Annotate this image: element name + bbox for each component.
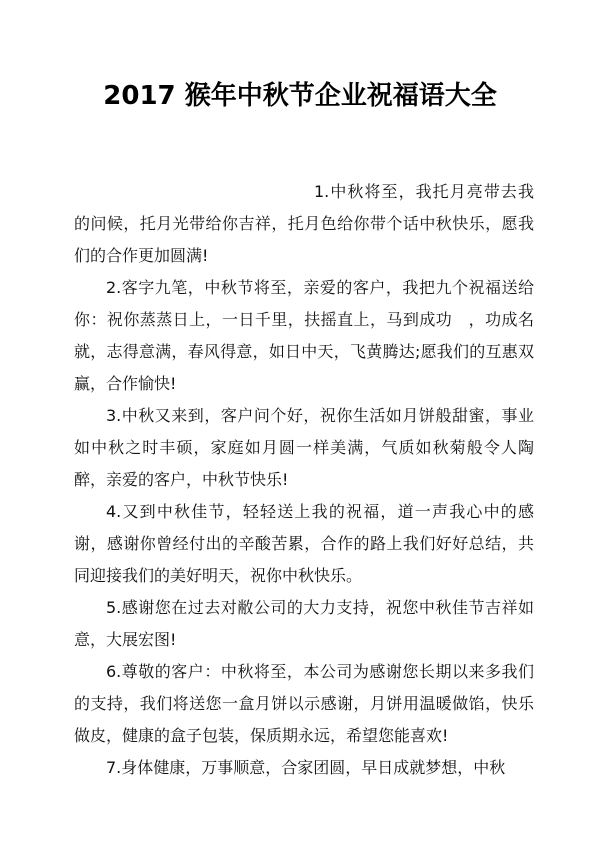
greeting-paragraph-7: 7.身体健康，万事顺意，合家团圆，早日成就梦想，中秋 [106, 758, 506, 777]
greeting-paragraph-3: 3.中秋又来到，客户问个好，祝你生活如月饼般甜蜜，事业如中秋之时丰硕，家庭如月圆一样美满，气质如秋菊般令人陶醉，亲爱的客户，中秋节快乐! [74, 406, 534, 489]
greeting-paragraph-4: 4.又到中秋佳节，轻轻送上我的祝福，道一声我心中的感谢，感谢你曾经付出的辛酸苦累，合作的路上我们好好总结，共同迎接我们的美好明天，祝你中秋快乐。 [74, 502, 534, 585]
greeting-paragraph-2: 2.客字九笔，中秋节将至，亲爱的客户，我把九个祝福送给你：祝你蒸蒸日上，一日千里，扶摇直上，马到成功 ，功成名就，志得意满，春风得意，如日中天，飞黄腾达;愿我们的互惠双赢，合作愉快! [74, 278, 534, 393]
document-body [74, 176, 534, 784]
greeting-paragraph-6: 6.尊敬的客户：中秋将至，本公司为感谢您长期以来多我们的支持，我们将送您一盒月饼以示感谢，月饼用温暖做馅，快乐做皮，健康的盒子包装，保质期永远，希望您能喜欢! [74, 662, 534, 745]
document-title: 2017 猴年中秋节企业祝福语大全 [103, 81, 497, 111]
greeting-paragraph-5: 5.感谢您在过去对敝公司的大力支持，祝您中秋佳节吉祥如意，大展宏图! [74, 598, 534, 649]
greeting-paragraph-1: 1.中秋将至，我托月亮带去我的问候，托月光带给你吉祥，托月色给你带个话中秋快乐，愿我们的合作更加圆满! [74, 182, 534, 265]
